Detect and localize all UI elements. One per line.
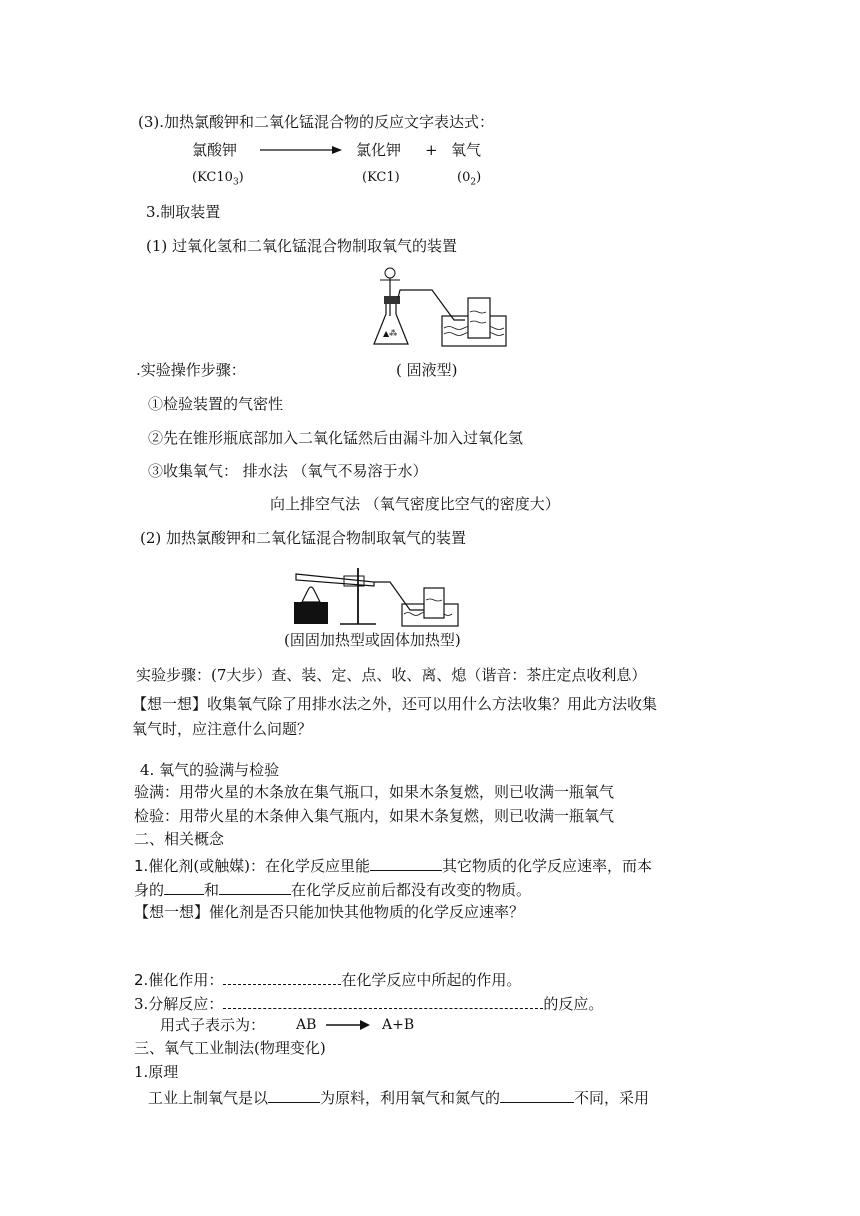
blank-rate-change[interactable]: [370, 854, 442, 871]
product-2-formula: $(0_2)$: [457, 170, 482, 188]
inspection: 检验：用带火星的木条伸入集气瓶内，如果木条复燃，则已收满一瓶氧气: [134, 807, 615, 825]
blank-mass[interactable]: [164, 878, 204, 895]
decomposition-line: 3.分解反应： 的反应。: [134, 992, 603, 1014]
product-1-formula: (KC1): [362, 170, 400, 185]
reactant-name: 氯酸钾: [192, 141, 238, 159]
formula-label: 用式子表示为：: [160, 1016, 266, 1034]
plus-sign: +: [425, 141, 438, 159]
section-4-heading: 4. 氧气的验满与检验: [140, 761, 280, 779]
full-check: 验满：用带火星的木条放在集气瓶口，如果木条复燃，则已收满一瓶氧气: [134, 783, 615, 801]
industrial-line: 工业上制氧气是以 为原料，利用氧气和氮气的 不同，采用: [148, 1086, 649, 1108]
blank-raw-material[interactable]: [268, 1086, 320, 1103]
blank-boiling-point[interactable]: [500, 1086, 574, 1103]
part-3-heading: 三、氧气工业制法(物理变化): [134, 1039, 326, 1057]
product-2-name: 氧气: [451, 141, 482, 159]
reaction-arrow-icon: [260, 143, 342, 157]
catalysis-line: 2.催化作用： 在化学反应中所起的作用。: [134, 968, 521, 990]
formula-ab: AB: [296, 1017, 317, 1033]
formula-arrow-icon: [326, 1019, 370, 1031]
blank-chemical-property[interactable]: [219, 878, 291, 895]
step-2: ②先在锥形瓶底部加入二氧化锰然后由漏斗加入过氧化氢: [148, 429, 524, 447]
reactant-formula: $(KC10_3)$: [192, 170, 244, 188]
principle-heading: 1.原理: [134, 1063, 179, 1081]
think-2: 【想一想】催化剂是否只能加快其他物质的化学反应速率？: [134, 903, 525, 921]
think-1-line-1: 【想一想】收集氧气除了用排水法之外，还可以用什么方法收集？用此方法收集: [132, 695, 658, 713]
steps-label: .实验操作步骤：: [136, 361, 246, 379]
blank-catalysis[interactable]: [223, 968, 341, 985]
svg-text:▲⁂: ▲⁂: [383, 329, 398, 338]
seven-steps: 实验步骤：(7大步）查、装、定、点、收、离、熄（谐音：茶庄定点收利息）: [136, 666, 647, 684]
product-1-name: 氯化钾: [356, 141, 402, 159]
section-3-2-heading: (2) 加热氯酸钾和二氧化锰混合物制取氧气的装置: [140, 529, 467, 547]
step-3-alt: 向上排空气法 （氧气密度比空气的密度大）: [270, 495, 560, 513]
apparatus-solid-liquid-figure: [370, 266, 510, 350]
think-1-line-2: 氧气时，应注意什么问题？: [132, 720, 313, 738]
step-3: ③收集氧气： 排水法 （氧气不易溶于水）: [148, 462, 428, 480]
type-solid-liquid: ( 固液型): [396, 361, 458, 379]
formula-result: A+B: [382, 1017, 415, 1033]
section-title-3: (3).加热氯酸钾和二氧化锰混合物的反应文字表达式：: [138, 113, 495, 131]
step-1: ①检验装置的气密性: [148, 395, 284, 413]
type-solid-heating: (固固加热型或固体加热型): [284, 631, 461, 649]
part-2-heading: 二、相关概念: [134, 830, 225, 848]
section-3-heading: 3.制取装置: [146, 203, 221, 221]
section-3-1-heading: (1) 过氧化氢和二氧化锰混合物制取氧气的装置: [146, 237, 458, 255]
catalyst-line-2: 身的 和 在化学反应前后都没有改变的物质。: [134, 878, 531, 900]
catalyst-line-1: 1.催化剂(或触媒)：在化学反应里能 其它物质的化学反应速率，而本: [134, 854, 652, 876]
blank-decomposition[interactable]: [223, 992, 543, 1009]
apparatus-solid-heating-figure: [294, 562, 460, 628]
